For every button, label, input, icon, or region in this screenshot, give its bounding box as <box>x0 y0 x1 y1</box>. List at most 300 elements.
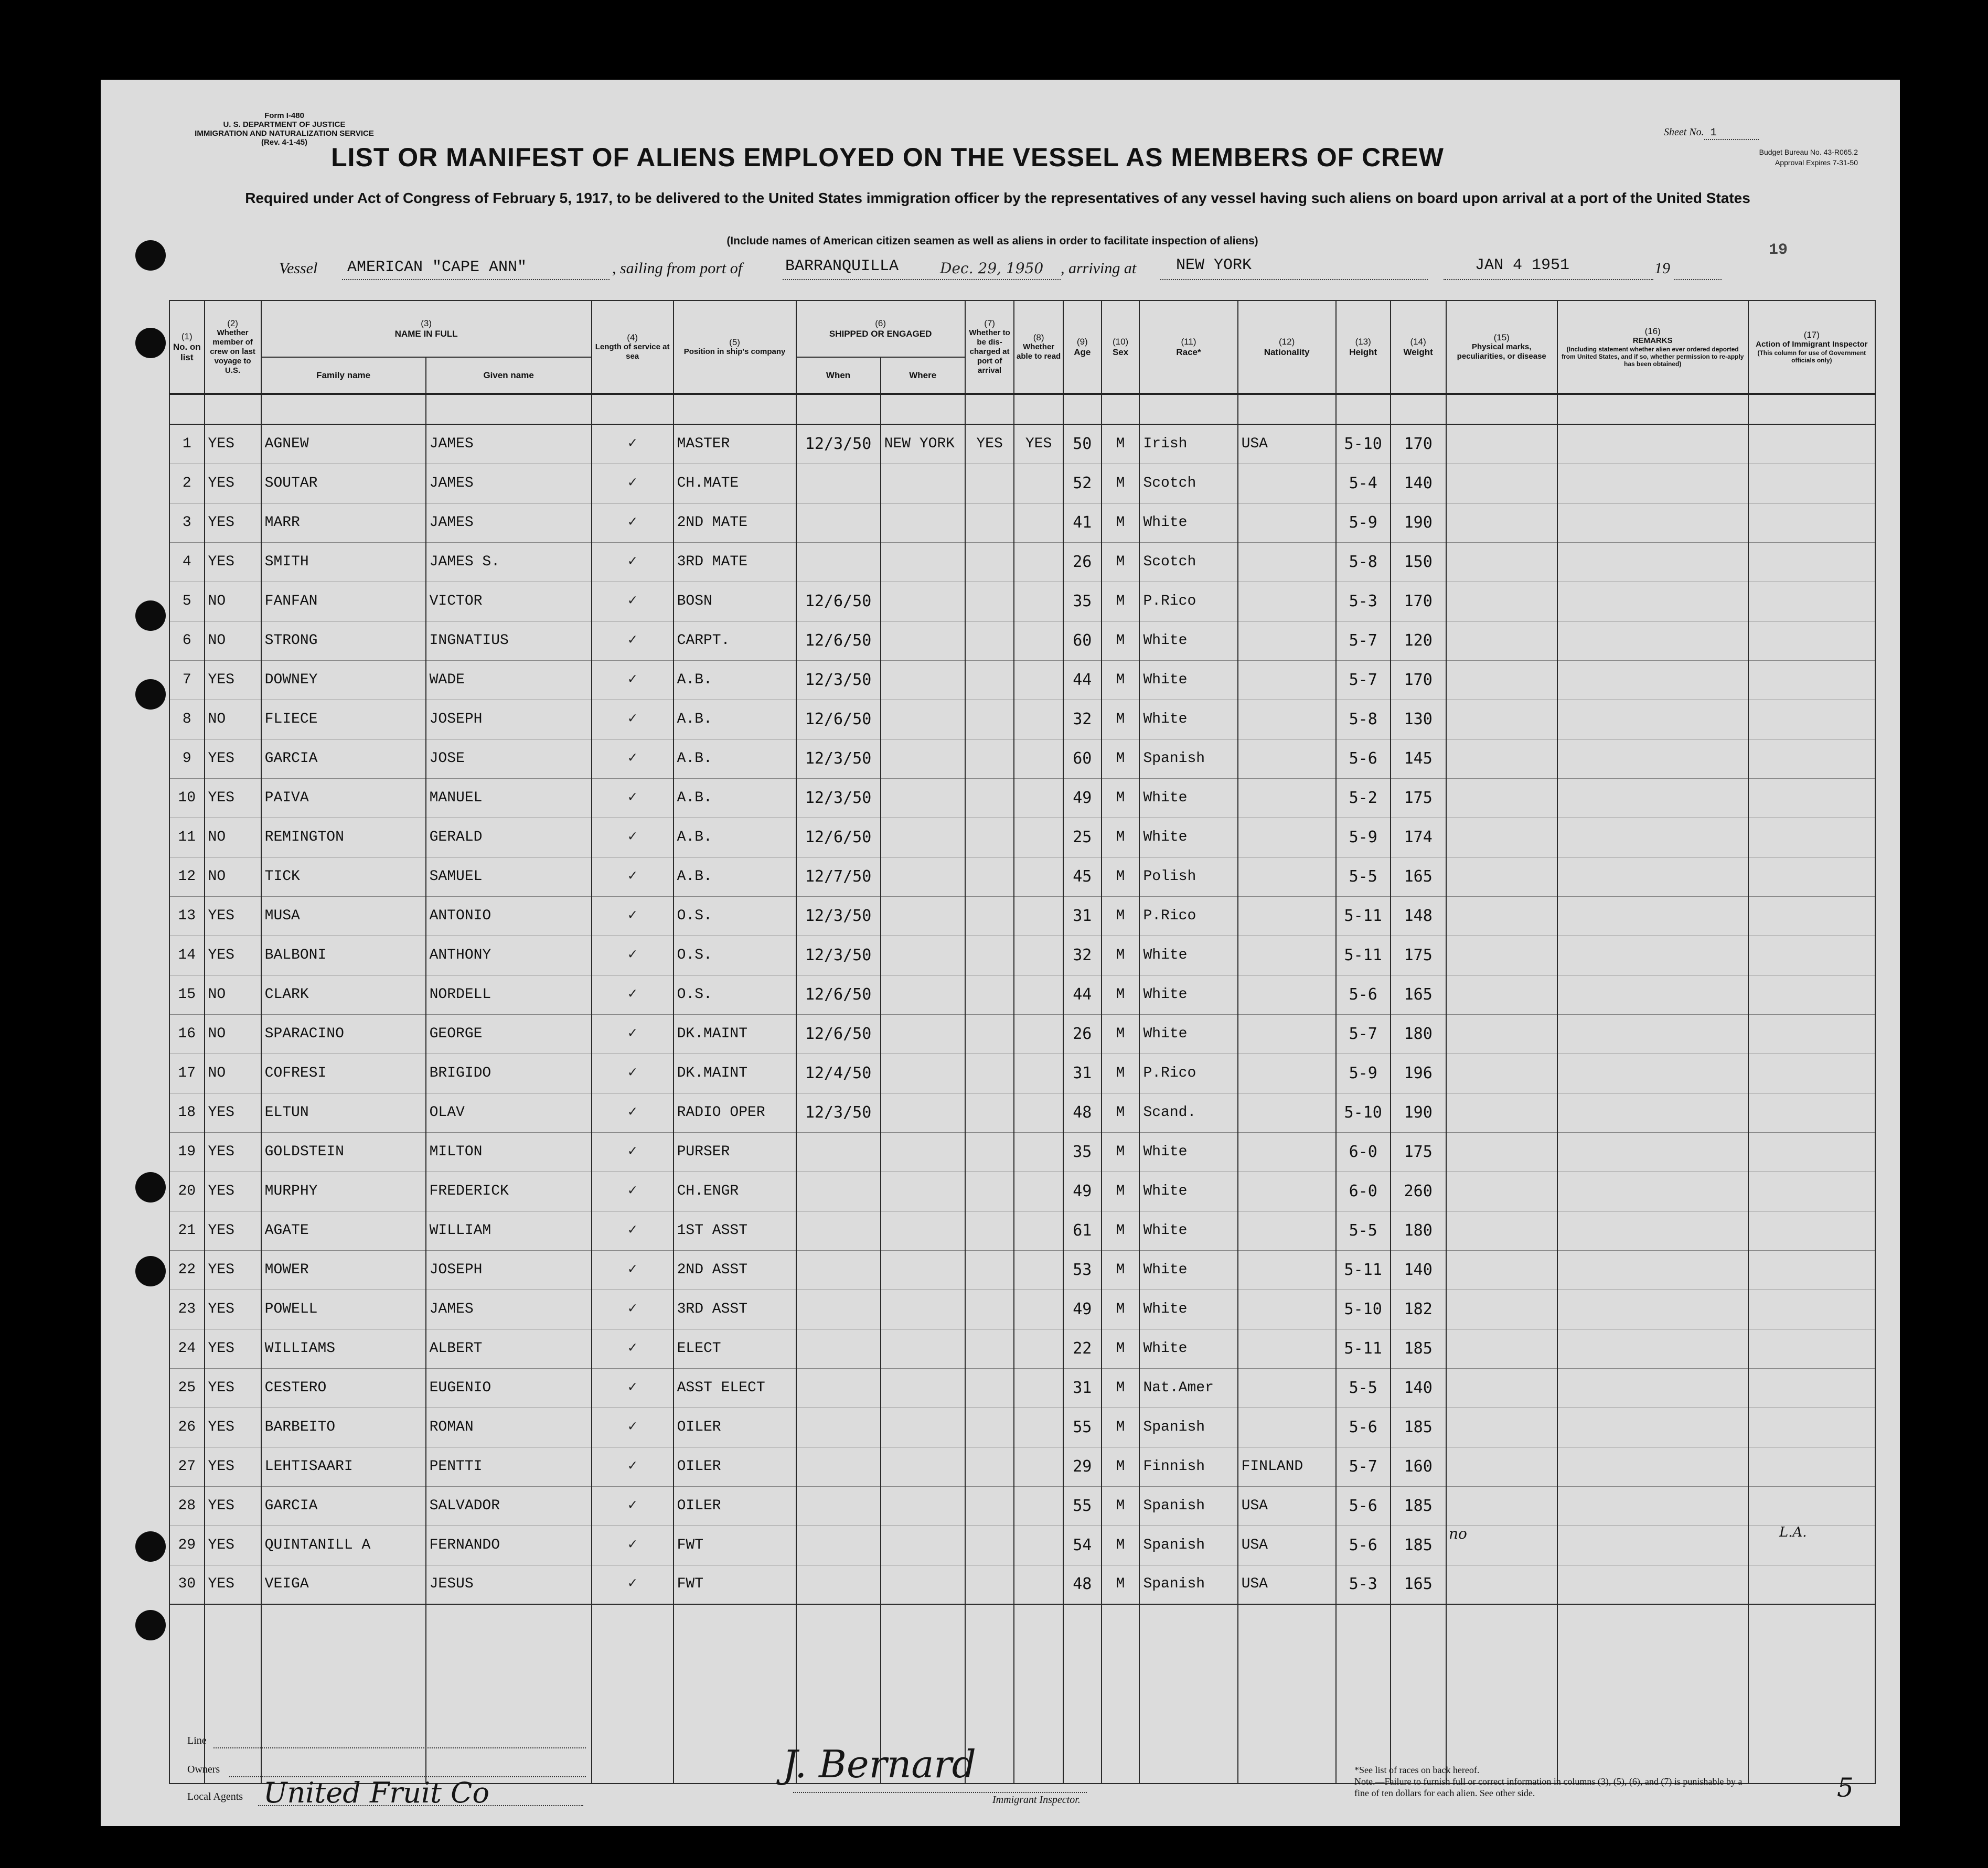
inspector-signature: J. Bernard <box>783 1742 976 1786</box>
cell-given-name: BRIGIDO <box>426 1054 592 1093</box>
cell-remarks <box>1557 1093 1748 1132</box>
include-note: (Include names of American citizen seamen as well as aliens in order to facilitate inspection of aliens) <box>726 235 1258 247</box>
cell-weight: 185 <box>1391 1329 1446 1368</box>
cell-sex: M <box>1102 739 1140 778</box>
cell-physical-marks <box>1446 896 1557 936</box>
cell-list-number: 9 <box>169 739 205 778</box>
cell-inspector-action <box>1748 975 1875 1014</box>
cell-able-to-read <box>1014 1368 1063 1408</box>
manifest-page <box>101 80 1900 1826</box>
act-statement: Required under Act of Congress of February 5, 1917, to be delivered to the United States immigration officer by the representatives of any vessel having such aliens on board upon arrival at a port of the United States <box>245 190 1750 206</box>
cell-discharged <box>965 1486 1014 1526</box>
cell-discharged <box>965 1093 1014 1132</box>
cell-shipped-when <box>796 464 881 503</box>
cell-age: 60 <box>1063 621 1102 660</box>
punch-hole <box>135 1256 166 1286</box>
cell-given-name: ANTONIO <box>426 896 592 936</box>
cell-list-number: 12 <box>169 857 205 896</box>
cell-family-name: MOWER <box>261 1250 426 1290</box>
cell-weight: 165 <box>1391 1565 1446 1604</box>
cell-last-voyage: YES <box>205 1447 261 1486</box>
cell-length-of-service: ✓ <box>592 503 674 542</box>
table-row <box>169 1368 1875 1408</box>
cell-list-number: 2 <box>169 464 205 503</box>
cell-discharged <box>965 975 1014 1014</box>
cell-sex: M <box>1102 975 1140 1014</box>
cell-age: 26 <box>1063 542 1102 582</box>
cell-shipped-when <box>796 1565 881 1604</box>
cell-nationality <box>1238 582 1336 621</box>
header-given-name: Given name <box>426 357 592 394</box>
cell-inspector-action <box>1748 1526 1875 1565</box>
cell-list-number: 29 <box>169 1526 205 1565</box>
cell-physical-marks <box>1446 1408 1557 1447</box>
table-row <box>169 739 1875 778</box>
cell-height: 5-6 <box>1336 1486 1391 1526</box>
cell-family-name: CESTERO <box>261 1368 426 1408</box>
cell-able-to-read <box>1014 1250 1063 1290</box>
cell-remarks <box>1557 1250 1748 1290</box>
cell-given-name: GEORGE <box>426 1014 592 1054</box>
crew-manifest-table <box>169 300 1876 1784</box>
cell-length-of-service: ✓ <box>592 1172 674 1211</box>
cell-last-voyage: YES <box>205 936 261 975</box>
cell-remarks <box>1557 582 1748 621</box>
cell-shipped-where: NEW YORK <box>881 424 965 464</box>
cell-list-number: 26 <box>169 1408 205 1447</box>
cell-last-voyage: NO <box>205 621 261 660</box>
cell-shipped-where <box>881 503 965 542</box>
cell-height: 5-2 <box>1336 778 1391 818</box>
cell-position: MASTER <box>674 424 796 464</box>
cell-family-name: BARBEITO <box>261 1408 426 1447</box>
cell-last-voyage: YES <box>205 1211 261 1250</box>
cell-weight: 185 <box>1391 1486 1446 1526</box>
cell-shipped-where <box>881 1014 965 1054</box>
cell-length-of-service: ✓ <box>592 936 674 975</box>
cell-inspector-action <box>1748 936 1875 975</box>
cell-nationality <box>1238 778 1336 818</box>
header-able-to-read: (8) Whether able to read <box>1014 300 1063 394</box>
cell-discharged <box>965 739 1014 778</box>
cell-given-name: JAMES <box>426 1290 592 1329</box>
cell-age: 35 <box>1063 1132 1102 1172</box>
cell-shipped-where <box>881 857 965 896</box>
cell-weight: 175 <box>1391 778 1446 818</box>
cell-position: OILER <box>674 1486 796 1526</box>
cell-position: RADIO OPER <box>674 1093 796 1132</box>
cell-remarks <box>1557 1132 1748 1172</box>
cell-last-voyage: YES <box>205 1093 261 1132</box>
cell-discharged <box>965 1565 1014 1604</box>
cell-shipped-when: 12/3/50 <box>796 896 881 936</box>
cell-list-number: 1 <box>169 424 205 464</box>
cell-age: 54 <box>1063 1526 1102 1565</box>
cell-height: 5-6 <box>1336 1526 1391 1565</box>
inspector-label: Immigrant Inspector. <box>992 1794 1081 1806</box>
cell-length-of-service: ✓ <box>592 1368 674 1408</box>
table-row <box>169 1211 1875 1250</box>
cell-height: 5-3 <box>1336 582 1391 621</box>
cell-position: 2ND ASST <box>674 1250 796 1290</box>
cell-length-of-service: ✓ <box>592 857 674 896</box>
cell-shipped-when <box>796 542 881 582</box>
cell-list-number: 19 <box>169 1132 205 1172</box>
cell-discharged: YES <box>965 424 1014 464</box>
cell-remarks <box>1557 1368 1748 1408</box>
cell-inspector-action <box>1748 818 1875 857</box>
cell-remarks <box>1557 896 1748 936</box>
cell-weight: 190 <box>1391 503 1446 542</box>
cell-nationality <box>1238 1093 1336 1132</box>
cell-remarks <box>1557 1014 1748 1054</box>
cell-race: Scotch <box>1139 464 1237 503</box>
cell-age: 31 <box>1063 896 1102 936</box>
cell-height: 5-9 <box>1336 818 1391 857</box>
cell-physical-marks <box>1446 1368 1557 1408</box>
arriving-dotline <box>1160 279 1428 280</box>
cell-race: White <box>1139 660 1237 700</box>
cell-discharged <box>965 1368 1014 1408</box>
cell-list-number: 8 <box>169 700 205 739</box>
cell-shipped-when: 12/4/50 <box>796 1054 881 1093</box>
cell-height: 5-4 <box>1336 464 1391 503</box>
cell-discharged <box>965 896 1014 936</box>
header-position: (5) Position in ship's company <box>674 300 796 394</box>
cell-given-name: JOSE <box>426 739 592 778</box>
line-label: Line <box>187 1735 207 1746</box>
cell-nationality <box>1238 464 1336 503</box>
cell-inspector-action <box>1748 1093 1875 1132</box>
cell-last-voyage: YES <box>205 1172 261 1211</box>
cell-inspector-action <box>1748 1290 1875 1329</box>
cell-weight: 185 <box>1391 1526 1446 1565</box>
cell-list-number: 10 <box>169 778 205 818</box>
corner-number: 19 <box>1769 241 1788 259</box>
cell-last-voyage: NO <box>205 700 261 739</box>
header-length-of-service: (4) Length of service at sea <box>592 300 674 394</box>
cell-weight: 145 <box>1391 739 1446 778</box>
cell-family-name: AGATE <box>261 1211 426 1250</box>
cell-shipped-when: 12/3/50 <box>796 1093 881 1132</box>
cell-age: 53 <box>1063 1250 1102 1290</box>
cell-discharged <box>965 1526 1014 1565</box>
cell-length-of-service: ✓ <box>592 1408 674 1447</box>
cell-nationality <box>1238 818 1336 857</box>
header-inspector-action: (17) Action of Immigrant Inspector (This column for use of Government officials only) <box>1748 300 1875 394</box>
cell-last-voyage: YES <box>205 503 261 542</box>
year-dotline <box>1674 279 1722 280</box>
cell-physical-marks <box>1446 1250 1557 1290</box>
cell-length-of-service: ✓ <box>592 1486 674 1526</box>
cell-position: 3RD MATE <box>674 542 796 582</box>
cell-shipped-where <box>881 1093 965 1132</box>
cell-age: 49 <box>1063 1290 1102 1329</box>
cell-family-name: QUINTANILL A <box>261 1526 426 1565</box>
cell-remarks <box>1557 1486 1748 1526</box>
cell-sex: M <box>1102 621 1140 660</box>
cell-discharged <box>965 1290 1014 1329</box>
cell-length-of-service: ✓ <box>592 1526 674 1565</box>
cell-weight: 148 <box>1391 896 1446 936</box>
cell-given-name: WADE <box>426 660 592 700</box>
cell-inspector-action <box>1748 660 1875 700</box>
cell-last-voyage: YES <box>205 1329 261 1368</box>
cell-last-voyage: YES <box>205 1250 261 1290</box>
voyage-line <box>101 258 1900 289</box>
cell-shipped-where <box>881 1368 965 1408</box>
cell-age: 32 <box>1063 936 1102 975</box>
punch-hole <box>135 600 166 631</box>
cell-physical-marks <box>1446 739 1557 778</box>
cell-inspector-action <box>1748 1565 1875 1604</box>
cell-sex: M <box>1102 1368 1140 1408</box>
cell-physical-marks <box>1446 778 1557 818</box>
cell-shipped-where <box>881 464 965 503</box>
cell-physical-marks <box>1446 700 1557 739</box>
department-name: U. S. DEPARTMENT OF JUSTICE <box>223 120 346 129</box>
cell-race: Scand. <box>1139 1093 1237 1132</box>
header-when: When <box>796 357 881 394</box>
cell-sex: M <box>1102 700 1140 739</box>
cell-race: P.Rico <box>1139 1054 1237 1093</box>
cell-remarks <box>1557 1526 1748 1565</box>
cell-weight: 170 <box>1391 582 1446 621</box>
cell-shipped-when <box>796 1250 881 1290</box>
cell-able-to-read <box>1014 1565 1063 1604</box>
cell-position: A.B. <box>674 739 796 778</box>
cell-position: A.B. <box>674 778 796 818</box>
cell-able-to-read <box>1014 778 1063 818</box>
cell-weight: 170 <box>1391 660 1446 700</box>
cell-shipped-when: 12/6/50 <box>796 700 881 739</box>
cell-family-name: GOLDSTEIN <box>261 1132 426 1172</box>
cell-length-of-service: ✓ <box>592 464 674 503</box>
punch-hole <box>135 240 166 271</box>
cell-able-to-read <box>1014 1408 1063 1447</box>
cell-nationality <box>1238 857 1336 896</box>
cell-able-to-read <box>1014 857 1063 896</box>
inspector-action-row-27: L.A. <box>1779 1525 1807 1540</box>
header-weight: (14) Weight <box>1391 300 1446 394</box>
cell-length-of-service: ✓ <box>592 700 674 739</box>
cell-inspector-action <box>1748 1211 1875 1250</box>
cell-discharged <box>965 1172 1014 1211</box>
cell-race: Polish <box>1139 857 1237 896</box>
cell-height: 5-5 <box>1336 1211 1391 1250</box>
cell-inspector-action <box>1748 700 1875 739</box>
cell-height: 6-0 <box>1336 1132 1391 1172</box>
cell-race: White <box>1139 700 1237 739</box>
cell-shipped-when: 12/3/50 <box>796 739 881 778</box>
cell-length-of-service: ✓ <box>592 896 674 936</box>
cell-discharged <box>965 582 1014 621</box>
cell-weight: 165 <box>1391 975 1446 1014</box>
cell-sex: M <box>1102 1211 1140 1250</box>
cell-sex: M <box>1102 464 1140 503</box>
blank-row <box>169 1604 1875 1784</box>
arriving-label: , arriving at <box>1061 260 1137 277</box>
cell-given-name: MANUEL <box>426 778 592 818</box>
cell-race: P.Rico <box>1139 582 1237 621</box>
cell-age: 29 <box>1063 1447 1102 1486</box>
cell-nationality <box>1238 975 1336 1014</box>
vessel-label: Vessel <box>279 260 318 277</box>
cell-sex: M <box>1102 1565 1140 1604</box>
cell-age: 41 <box>1063 503 1102 542</box>
cell-remarks <box>1557 778 1748 818</box>
cell-last-voyage: NO <box>205 1014 261 1054</box>
cell-family-name: WILLIAMS <box>261 1329 426 1368</box>
cell-weight: 182 <box>1391 1290 1446 1329</box>
punch-hole <box>135 1172 166 1203</box>
cell-length-of-service: ✓ <box>592 1250 674 1290</box>
cell-remarks <box>1557 503 1748 542</box>
cell-height: 5-11 <box>1336 1329 1391 1368</box>
cell-given-name: JOSEPH <box>426 1250 592 1290</box>
cell-shipped-where <box>881 1290 965 1329</box>
table-row <box>169 1447 1875 1486</box>
cell-nationality <box>1238 621 1336 660</box>
cell-shipped-where <box>881 1565 965 1604</box>
cell-shipped-when <box>796 503 881 542</box>
cell-weight: 190 <box>1391 1093 1446 1132</box>
cell-able-to-read <box>1014 1447 1063 1486</box>
cell-remarks <box>1557 1211 1748 1250</box>
table-row <box>169 1132 1875 1172</box>
page-title: LIST OR MANIFEST OF ALIENS EMPLOYED ON THE VESSEL AS MEMBERS OF CREW <box>331 143 1444 172</box>
cell-weight: 140 <box>1391 1368 1446 1408</box>
cell-height: 6-0 <box>1336 1172 1391 1211</box>
header-physical-marks: (15) Physical marks, peculiarities, or disease <box>1446 300 1557 394</box>
cell-family-name: GARCIA <box>261 1486 426 1526</box>
cell-position: 1ST ASST <box>674 1211 796 1250</box>
table-row <box>169 660 1875 700</box>
cell-race: White <box>1139 1250 1237 1290</box>
cell-last-voyage: YES <box>205 1408 261 1447</box>
cell-physical-marks <box>1446 1093 1557 1132</box>
cell-able-to-read <box>1014 582 1063 621</box>
cell-list-number: 13 <box>169 896 205 936</box>
cell-length-of-service: ✓ <box>592 1014 674 1054</box>
from-port: BARRANQUILLA <box>785 257 899 275</box>
cell-weight: 175 <box>1391 936 1446 975</box>
cell-length-of-service: ✓ <box>592 1132 674 1172</box>
cell-last-voyage: YES <box>205 1565 261 1604</box>
cell-family-name: VEIGA <box>261 1565 426 1604</box>
cell-shipped-where <box>881 818 965 857</box>
cell-shipped-when <box>796 1132 881 1172</box>
cell-shipped-when: 12/7/50 <box>796 857 881 896</box>
cell-height: 5-11 <box>1336 936 1391 975</box>
cell-discharged <box>965 621 1014 660</box>
cell-race: White <box>1139 1014 1237 1054</box>
table-row <box>169 1250 1875 1290</box>
cell-discharged <box>965 660 1014 700</box>
cell-last-voyage: YES <box>205 1132 261 1172</box>
cell-shipped-where <box>881 975 965 1014</box>
cell-shipped-when <box>796 1408 881 1447</box>
cell-discharged <box>965 1329 1014 1368</box>
cell-given-name: ANTHONY <box>426 936 592 975</box>
cell-given-name: FREDERICK <box>426 1172 592 1211</box>
cell-weight: 196 <box>1391 1054 1446 1093</box>
cell-nationality <box>1238 1290 1336 1329</box>
cell-sex: M <box>1102 1132 1140 1172</box>
header-list-number: (1) No. on list <box>169 300 205 394</box>
cell-last-voyage: YES <box>205 464 261 503</box>
cell-race: Spanish <box>1139 739 1237 778</box>
cell-list-number: 11 <box>169 818 205 857</box>
cell-able-to-read <box>1014 542 1063 582</box>
cell-race: White <box>1139 1329 1237 1368</box>
cell-shipped-where <box>881 1250 965 1290</box>
cell-position: ASST ELECT <box>674 1368 796 1408</box>
cell-inspector-action <box>1748 778 1875 818</box>
cell-position: A.B. <box>674 660 796 700</box>
cell-age: 61 <box>1063 1211 1102 1250</box>
cell-list-number: 15 <box>169 975 205 1014</box>
cell-list-number: 4 <box>169 542 205 582</box>
cell-shipped-when: 12/6/50 <box>796 582 881 621</box>
table-row <box>169 1093 1875 1132</box>
cell-discharged <box>965 464 1014 503</box>
cell-last-voyage: NO <box>205 818 261 857</box>
cell-inspector-action <box>1748 542 1875 582</box>
cell-physical-marks <box>1446 936 1557 975</box>
cell-able-to-read <box>1014 936 1063 975</box>
cell-shipped-where <box>881 1526 965 1565</box>
cell-length-of-service: ✓ <box>592 1093 674 1132</box>
cell-shipped-when <box>796 1486 881 1526</box>
cell-race: White <box>1139 818 1237 857</box>
cell-weight: 175 <box>1391 1132 1446 1172</box>
cell-race: Spanish <box>1139 1408 1237 1447</box>
cell-discharged <box>965 1211 1014 1250</box>
cell-family-name: SOUTAR <box>261 464 426 503</box>
cell-length-of-service: ✓ <box>592 1290 674 1329</box>
table-row <box>169 1290 1875 1329</box>
cell-nationality <box>1238 896 1336 936</box>
cell-age: 52 <box>1063 464 1102 503</box>
cell-able-to-read <box>1014 1211 1063 1250</box>
header-spacer-row <box>169 394 1875 424</box>
cell-able-to-read <box>1014 1290 1063 1329</box>
punch-hole <box>135 1610 166 1640</box>
cell-height: 5-9 <box>1336 1054 1391 1093</box>
remark-row-27: no <box>1449 1525 1467 1542</box>
cell-given-name: JAMES S. <box>426 542 592 582</box>
year-label: 19 <box>1654 260 1670 277</box>
table-row <box>169 857 1875 896</box>
cell-given-name: FERNANDO <box>426 1526 592 1565</box>
cell-weight: 180 <box>1391 1211 1446 1250</box>
cell-physical-marks <box>1446 424 1557 464</box>
cell-given-name: JESUS <box>426 1565 592 1604</box>
cell-length-of-service: ✓ <box>592 778 674 818</box>
cell-family-name: LEHTISAARI <box>261 1447 426 1486</box>
cell-family-name: CLARK <box>261 975 426 1014</box>
cell-physical-marks <box>1446 1565 1557 1604</box>
cell-discharged <box>965 818 1014 857</box>
cell-physical-marks <box>1446 1329 1557 1368</box>
cell-height: 5-7 <box>1336 621 1391 660</box>
header-sex: (10) Sex <box>1102 300 1140 394</box>
cell-family-name: SPARACINO <box>261 1014 426 1054</box>
cell-able-to-read <box>1014 1486 1063 1526</box>
header-discharged: (7) Whether to be dis-charged at port of arrival <box>965 300 1014 394</box>
from-label: , sailing from port of <box>612 260 743 277</box>
